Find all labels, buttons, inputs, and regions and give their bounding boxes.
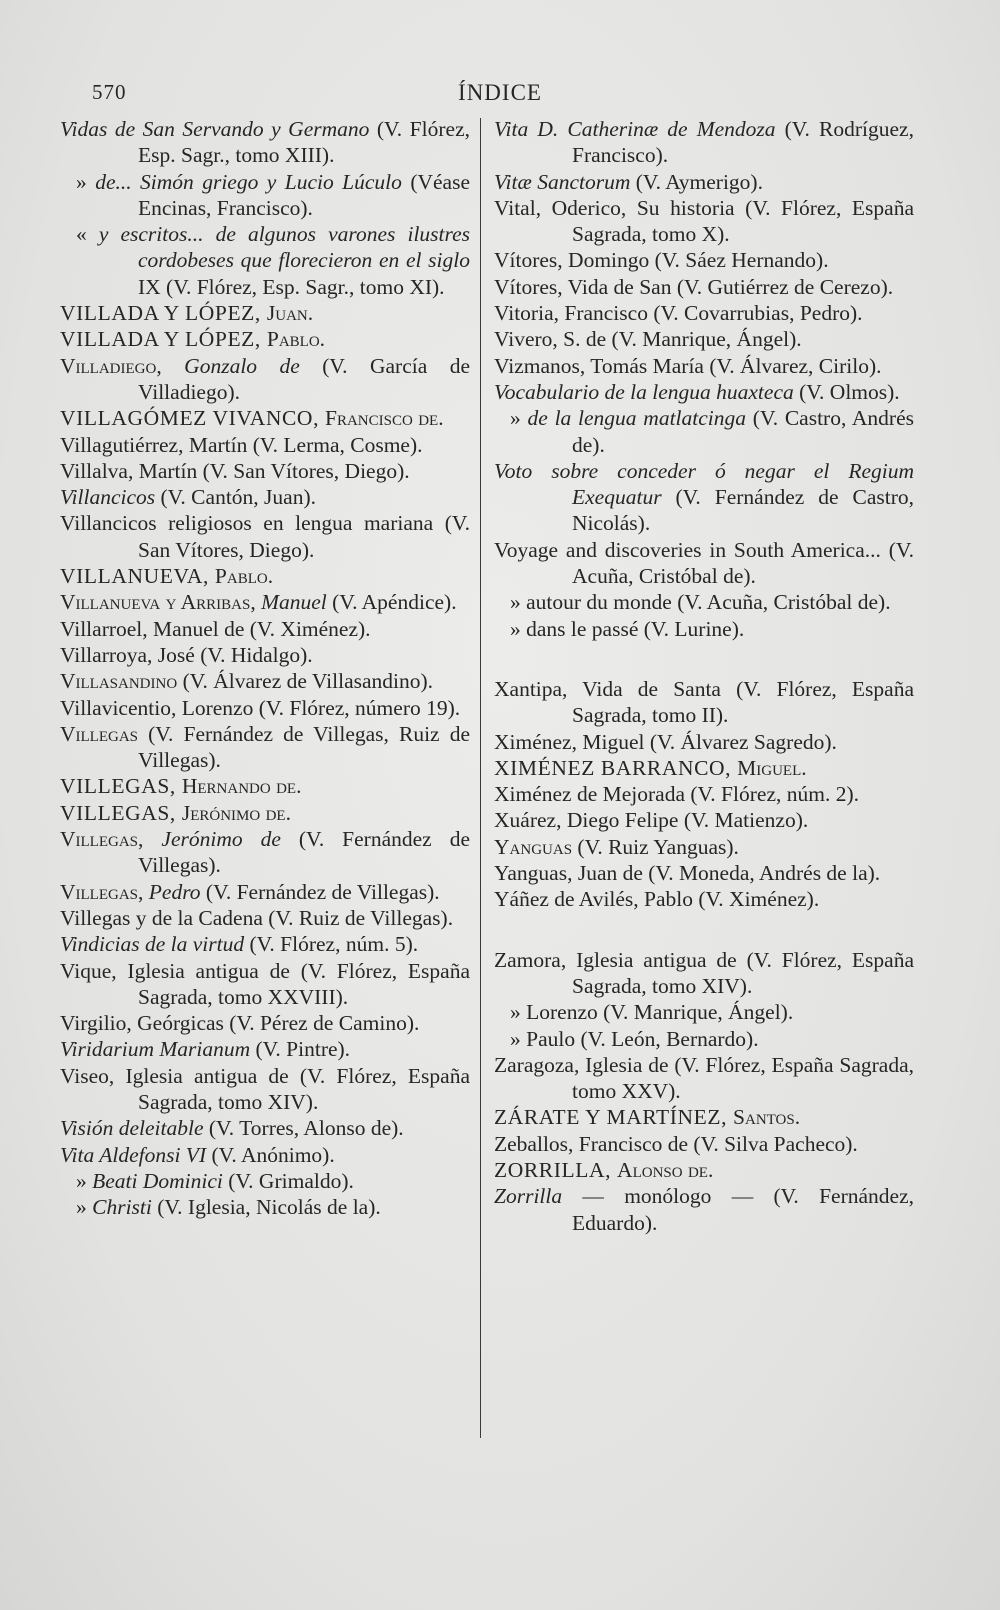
entry-text: VILLADA Y LÓPEZ, xyxy=(60,327,267,352)
index-entry xyxy=(60,510,470,563)
index-entry xyxy=(60,826,470,879)
index-entry xyxy=(60,353,470,406)
index-entry xyxy=(494,1157,914,1183)
entry-text: (V. Apéndice). xyxy=(326,590,457,615)
entry-text: (V. Aymerigo). xyxy=(630,169,763,194)
entry-text: , xyxy=(250,590,262,615)
index-entry xyxy=(494,860,914,886)
entry-text: Christi xyxy=(92,1195,152,1220)
entry-text: Virgilio, Geórgicas (V. Pérez de Camino). xyxy=(60,1011,420,1036)
index-entry xyxy=(494,1104,914,1130)
index-entry xyxy=(494,755,914,781)
entry-text: » Paulo (V. León, Bernardo). xyxy=(510,1026,759,1051)
entry-text: (V. Flórez, Esp. Sagr., tomo XIII). xyxy=(138,117,470,168)
entry-text: IX (V. Flórez, Esp. Sagr., tomo XI). xyxy=(138,274,445,299)
entry-text: » xyxy=(76,1195,93,1220)
index-entry xyxy=(60,958,470,1011)
entry-text: (V. Fernández de Villegas). xyxy=(200,879,440,904)
entry-text: (V. Fernández de Castro, Nicolás). xyxy=(572,485,914,536)
entry-text: Vitæ Sanctorum xyxy=(494,169,631,194)
entry-text: (V. Fernández de Villegas). xyxy=(138,827,471,878)
entry-text: (V. Iglesia, Nicolás de la). xyxy=(151,1195,381,1220)
entry-text: . xyxy=(801,755,807,780)
index-entry xyxy=(494,326,914,352)
index-subentry xyxy=(60,221,470,300)
index-entry xyxy=(494,781,914,807)
entry-text: Voyage and discoveries in South America... (V. Acuña, Cristóbal de). xyxy=(494,537,914,589)
entry-text: Vitoria, Francisco (V. Covarrubias, Pedro). xyxy=(494,301,863,326)
index-entry xyxy=(60,773,470,799)
index-entry xyxy=(494,247,914,273)
entry-text: Villegas xyxy=(60,721,139,746)
entry-text: Vidas de San Servando y Germano xyxy=(60,117,370,141)
entry-text: (Véase Encinas, Francisco). xyxy=(138,169,471,220)
entry-text: « xyxy=(76,222,99,247)
index-entry xyxy=(60,1115,470,1141)
entry-text: VILLANUEVA, xyxy=(60,564,215,589)
entry-text: Beati Dominici xyxy=(92,1168,223,1193)
entry-text: Vita Aldefonsi VI xyxy=(60,1142,207,1167)
index-column-left xyxy=(60,116,470,1220)
index-entry xyxy=(494,886,914,912)
index-entry xyxy=(494,1131,914,1157)
index-entry xyxy=(494,300,914,326)
entry-text: Vindicias de la virtud xyxy=(60,932,245,957)
entry-text: Viridarium Marianum xyxy=(60,1037,251,1062)
entry-text: Zamora, Iglesia antigua de (V. Flórez, España Sagrada, tomo XIV). xyxy=(494,947,914,998)
entry-text: Villasandino xyxy=(60,669,178,694)
entry-text: Vivero, S. de (V. Manrique, Ángel). xyxy=(494,327,802,352)
index-subentry xyxy=(60,169,470,222)
entry-text: » xyxy=(510,406,528,431)
entry-text: Zaragoza, Iglesia de (V. Flórez, España Sagrada, tomo XXV). xyxy=(494,1052,914,1104)
entry-text: Vita D. Catherinæ de Mendoza xyxy=(494,117,776,141)
entry-text: ZORRILLA, xyxy=(494,1157,618,1182)
entry-text: Vítores, Domingo (V. Sáez Hernando). xyxy=(494,248,829,273)
entry-text: Juan xyxy=(266,301,308,326)
entry-text: . xyxy=(307,301,314,326)
entry-text: Vital, Oderico, Su historia (V. Flórez, España Sagrada, tomo X). xyxy=(494,195,914,247)
index-entry xyxy=(60,800,470,826)
entry-text: de... Simón griego y Lucio Lúculo xyxy=(95,169,402,194)
entry-text: Vítores, Vida de San (V. Gutiérrez de Cerezo). xyxy=(494,274,894,299)
entry-text: . xyxy=(296,774,302,799)
entry-text: Visión deleitable xyxy=(60,1116,204,1141)
entry-text: Villegas xyxy=(60,827,139,852)
entry-text: Vique, Iglesia antigua de (V. Flórez, España Sagrada, tomo XXVIII). xyxy=(60,958,470,1009)
page-number: 570 xyxy=(92,80,127,104)
entry-text: Santos xyxy=(733,1105,795,1130)
entry-text: , xyxy=(138,879,149,904)
entry-text: Ximénez de Mejorada (V. Flórez, núm. 2). xyxy=(494,782,859,807)
entry-text: (V. Grimaldo). xyxy=(222,1168,354,1193)
index-entry xyxy=(60,905,470,931)
index-entry xyxy=(494,834,914,860)
entry-text: Manuel xyxy=(261,590,327,615)
entry-text: . xyxy=(319,327,326,352)
entry-text: XIMÉNEZ BARRANCO, xyxy=(494,755,738,780)
index-subentry xyxy=(494,616,914,642)
entry-text: » Lorenzo (V. Manrique, Ángel). xyxy=(510,1000,794,1025)
entry-text: Villanueva y Arribas xyxy=(60,590,251,615)
index-entry xyxy=(60,879,470,905)
entry-text: VILLEGAS, xyxy=(60,774,182,799)
entry-text: Jerónimo de xyxy=(161,827,281,852)
index-column-right xyxy=(494,116,914,1236)
column-divider xyxy=(480,118,481,1438)
index-entry xyxy=(494,169,914,195)
entry-text: Pedro xyxy=(148,879,201,904)
entry-text: » autour du monde (V. Acuña, Cristóbal de). xyxy=(510,590,891,615)
index-entry xyxy=(60,300,470,326)
entry-text: Villegas y de la Cadena (V. Ruiz de Villegas). xyxy=(60,905,454,930)
entry-text: . xyxy=(285,800,291,825)
entry-text: Villalva, Martín (V. San Vítores, Diego). xyxy=(60,458,410,483)
index-entry xyxy=(60,589,470,615)
index-subentry xyxy=(60,1194,470,1220)
index-entry xyxy=(60,116,470,169)
entry-text: Zorrilla xyxy=(494,1184,563,1209)
entry-text: (V. Torres, Alonso de). xyxy=(203,1116,404,1141)
entry-text: . xyxy=(267,564,274,589)
entry-text: Voto sobre conceder ó negar el Regium Exequatur xyxy=(494,458,914,510)
entry-text: (V. Fernández de Villegas, Ruiz de Villegas). xyxy=(138,721,470,773)
index-entry xyxy=(60,563,470,589)
entry-text: Xantipa, Vida de Santa (V. Flórez, España Sagrada, tomo II). xyxy=(494,676,914,728)
entry-text: (V. Olmos). xyxy=(793,379,900,404)
index-subentry xyxy=(494,405,914,458)
entry-text: Villarroya, José (V. Hidalgo). xyxy=(60,642,313,667)
index-entry xyxy=(60,1142,470,1168)
entry-text: (V. Cantón, Juan). xyxy=(155,485,316,510)
index-entry xyxy=(494,379,914,405)
entry-text: Zeballos, Francisco de (V. Silva Pacheco). xyxy=(494,1131,858,1156)
entry-text: (V. Pintre). xyxy=(250,1037,351,1062)
index-entry xyxy=(494,195,914,248)
index-entry xyxy=(60,1036,470,1062)
index-entry xyxy=(60,432,470,458)
index-entry xyxy=(494,274,914,300)
entry-text: de la lengua matlatcinga xyxy=(527,406,747,431)
entry-text: Vocabulario de la lengua huaxteca xyxy=(494,379,794,404)
entry-text: — monólogo — (V. Fernández, Eduardo). xyxy=(562,1184,914,1235)
entry-text: (V. Flórez, núm. 5). xyxy=(244,932,419,957)
entry-text: Yáñez de Avilés, Pablo (V. Ximénez). xyxy=(494,887,820,912)
entry-text: (V. Rodríguez, Francisco). xyxy=(572,117,914,168)
index-entry xyxy=(60,1010,470,1036)
entry-text: Yanguas, Juan de (V. Moneda, Andrés de la). xyxy=(494,861,881,886)
entry-text: VILLAGÓMEZ VIVANCO, xyxy=(60,406,326,431)
index-entry xyxy=(60,668,470,694)
index-entry xyxy=(60,616,470,642)
index-entry xyxy=(60,695,470,721)
entry-text: (V. Anónimo). xyxy=(206,1142,335,1167)
running-head: ÍNDICE xyxy=(458,80,542,105)
entry-text: Villagutiérrez, Martín (V. Lerma, Cosme). xyxy=(60,432,423,457)
entry-text: Viseo, Iglesia antigua de (V. Flórez, España Sagrada, tomo XIV). xyxy=(60,1063,470,1114)
entry-text: Villancicos xyxy=(60,485,156,510)
index-entry xyxy=(60,931,470,957)
entry-text: . xyxy=(794,1105,801,1130)
entry-text: , xyxy=(156,353,185,378)
entry-text: (V. García de Villadiego). xyxy=(138,353,470,404)
index-entry xyxy=(60,326,470,352)
section-gap xyxy=(494,913,914,947)
entry-text: » dans le passé (V. Lurine). xyxy=(510,616,745,641)
index-subentry xyxy=(60,1168,470,1194)
entry-text: Jerónimo de xyxy=(181,800,286,825)
index-entry xyxy=(494,1183,914,1236)
entry-text: Villancicos religiosos en lengua mariana (V. San Vítores, Diego). xyxy=(60,511,470,562)
entry-text: VILLADA Y LÓPEZ, xyxy=(60,301,267,326)
index-subentry xyxy=(494,589,914,615)
entry-text: Alonso de xyxy=(617,1157,708,1182)
index-entry xyxy=(60,484,470,510)
entry-text: Yanguas xyxy=(494,834,573,859)
entry-text: Villadiego xyxy=(60,353,157,378)
index-entry xyxy=(494,807,914,833)
entry-text: . xyxy=(438,406,444,431)
entry-text: , xyxy=(138,827,162,852)
index-entry xyxy=(60,458,470,484)
entry-text: Pablo xyxy=(266,327,320,352)
entry-text: Gonzalo de xyxy=(184,353,300,378)
entry-text: Villegas xyxy=(60,879,139,904)
index-entry xyxy=(494,458,914,537)
index-entry xyxy=(60,1063,470,1116)
entry-text: Hernando de xyxy=(181,774,297,799)
index-entry xyxy=(60,721,470,774)
entry-text: y escritos... de algunos varones ilustres cordobeses que florecieron en el siglo xyxy=(98,222,470,273)
index-entry xyxy=(494,537,914,590)
entry-text: VILLEGAS, xyxy=(60,800,182,825)
entry-text: (V. Ruiz Yanguas). xyxy=(572,834,739,859)
index-entry xyxy=(60,405,470,431)
index-entry xyxy=(494,729,914,755)
entry-text: Villarroel, Manuel de (V. Ximénez). xyxy=(60,616,371,641)
index-entry xyxy=(494,1052,914,1105)
index-entry xyxy=(494,947,914,1000)
entry-text: » xyxy=(76,169,96,194)
index-entry xyxy=(494,116,914,169)
index-subentry xyxy=(494,999,914,1025)
index-entry xyxy=(60,642,470,668)
index-entry xyxy=(494,353,914,379)
entry-text: » xyxy=(76,1168,93,1193)
index-subentry xyxy=(494,1026,914,1052)
entry-text: Ximénez, Miguel (V. Álvarez Sagredo). xyxy=(494,729,837,754)
entry-text: . xyxy=(707,1157,714,1182)
entry-text: ZÁRATE Y MARTÍNEZ, xyxy=(494,1105,734,1130)
entry-text: Villavicentio, Lorenzo (V. Flórez, número 19). xyxy=(60,695,461,720)
entry-text: Francisco de xyxy=(325,406,439,431)
entry-text: Pablo xyxy=(214,564,268,589)
section-gap xyxy=(494,642,914,676)
entry-text: Vizmanos, Tomás María (V. Álvarez, Cirilo). xyxy=(494,353,882,378)
entry-text: (V. Castro, Andrés de). xyxy=(572,406,915,457)
entry-text: Miguel xyxy=(737,755,802,780)
index-entry xyxy=(494,676,914,729)
entry-text: Xuárez, Diego Felipe (V. Matienzo). xyxy=(494,808,809,833)
entry-text: (V. Álvarez de Villasandino). xyxy=(177,669,434,694)
